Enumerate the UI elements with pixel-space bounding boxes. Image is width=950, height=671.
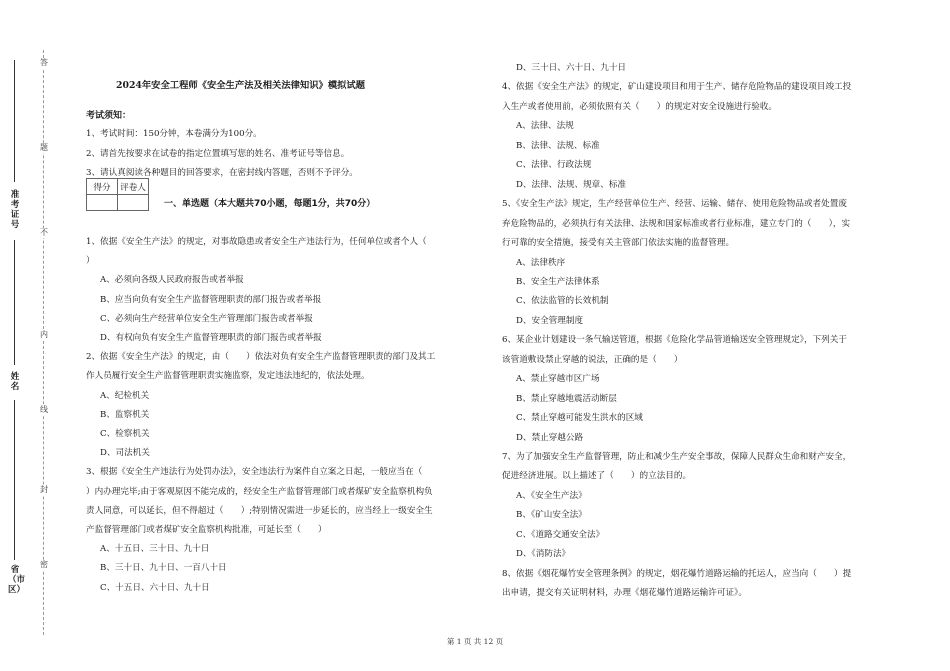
grader-cell <box>118 195 149 211</box>
question-text: 该管道敷设禁止穿越的说法，正确的是（ ） <box>502 354 683 365</box>
binding-word: 内 <box>40 330 48 339</box>
answer-option: D、有权向负有安全生产监督管理职责的部门报告或者举报 <box>100 333 322 343</box>
answer-option: C、《道路交通安全法》 <box>516 529 605 540</box>
notice-heading: 考试须知： <box>86 111 132 121</box>
answer-option: D、《消防法》 <box>516 549 571 560</box>
answer-option: C、禁止穿越可能发生洪水的区域 <box>516 413 643 424</box>
answer-option: A、必须向各级人民政府报告或者举报 <box>100 275 244 286</box>
answer-option: C、依法监管的长效机制 <box>516 296 609 307</box>
answer-option: B、法律、法规、标准 <box>516 140 600 151</box>
question-text: 产监督管理部门或者煤矿安全监察机构批准，可延长至（ ） <box>86 525 327 535</box>
binding-word: 答 <box>40 58 48 67</box>
question-text: 6、某企业计划建设一条气输送管道，根据《危险化学品管道输送安全管理规定》，下列关于 <box>502 335 847 346</box>
question-text: 出申请，提交有关证明材料，办理《烟花爆竹道路运输许可证》。 <box>502 588 747 599</box>
question-text: 作人员履行安全生产监督管理职责实施监察，发定违法违纪的，依法处理。 <box>86 371 370 382</box>
answer-option: B、监察机关 <box>100 409 150 420</box>
answer-option: A、十五日、三十日、九十日 <box>100 544 210 555</box>
section-title: 一、单选题（本大题共70小题，每题1分，共70分） <box>164 199 376 209</box>
question-text: 7、为了加强安全生产监督管理，防止和减少生产安全事故，保障人民群众生命和财产安全， <box>502 452 852 462</box>
question-text: 促进经济进展。以上描述了（ ）的立法目的。 <box>502 471 692 482</box>
answer-option: D、安全管理制度 <box>516 315 584 326</box>
question-text: 3、根据《安全生产违法行为处罚办法》，安全违法行为案件自立案之日起，一般应当在（ <box>86 467 423 478</box>
answer-option: D、法律、法规、规章、标准 <box>516 179 627 190</box>
answer-option: A、法律、法规 <box>516 121 574 132</box>
notice-item: 2、请首先按要求在试卷的指定位置填写您的姓名、准考证号等信息。 <box>86 149 350 159</box>
exam-no-label: 准考证号 <box>10 190 20 230</box>
binding-word: 题 <box>40 143 48 152</box>
name-label: 姓名 <box>10 372 20 392</box>
answer-option: A、《安全生产法》 <box>516 490 587 501</box>
answer-option: B、禁止穿越地震活动断层 <box>516 393 617 404</box>
page-footer: 第 1 页 共 12 页 <box>446 637 504 646</box>
answer-option: A、纪检机关 <box>100 390 150 401</box>
question-text: ） <box>86 256 95 267</box>
binding-word: 线 <box>40 405 48 414</box>
binding-margin <box>0 0 70 671</box>
answer-option: B、应当向负有安全生产监督管理职责的部门报告或者举报 <box>100 294 322 305</box>
answer-option: C、法律、行政法规 <box>516 160 592 171</box>
question-text: 8、依据《烟花爆竹安全管理条例》的规定，烟花爆竹道路运输的托运人，应当向（ ）提 <box>502 568 852 579</box>
notice-item: 3、请认真阅读各种题目的回答要求，在密封线内答题，否则不予评分。 <box>86 168 358 178</box>
score-cell <box>87 195 118 211</box>
binding-word: 封 <box>40 485 48 494</box>
answer-option: D、司法机关 <box>100 448 150 459</box>
notice-item: 1、考试时间：150分钟，本卷满分为100分。 <box>86 129 262 139</box>
question-text: 入生产或者使用前，必须依照有关（ ）的规定对安全设施进行验收。 <box>502 101 778 112</box>
seal-dashed-line <box>43 50 44 635</box>
answer-option: D、三十日、六十日、九十日 <box>516 63 627 73</box>
score-table <box>86 178 149 211</box>
exam-title: 2024年安全工程师《安全生产法及相关法律知识》模拟试题 <box>116 80 366 91</box>
answer-option: D、禁止穿越公路 <box>516 432 584 443</box>
question-text: 1、依据《安全生产法》的规定，对事故隐患或者安全生产违法行为，任何单位或者个人（ <box>86 237 427 247</box>
question-text: 5、《安全生产法》规定，生产经营单位生产、经营、运输、储存、使用危险物品或者处置废 <box>502 199 847 210</box>
answer-option: B、安全生产法律体系 <box>516 276 600 287</box>
answer-option: C、检察机关 <box>100 429 150 439</box>
question-text: 责人同意，可以延长，但不得超过（ ）;特别情况需进一步延长的，应当经上一级安全生 <box>86 505 433 516</box>
name-fill-line <box>14 240 15 365</box>
answer-option: C、必须向生产经营单位安全生产管理部门报告或者举报 <box>100 313 313 324</box>
question-text: 2、依据《安全生产法》的规定，由（ ）依法对负有安全生产监督管理职责的部门及其工 <box>86 352 436 363</box>
score-cell-label: 得分 <box>87 179 118 195</box>
question-text: 4、依据《安全生产法》的规定，矿山建设项目和用于生产、储存危险物品的建设项目竣工投 <box>502 82 852 93</box>
question-text: 行可靠的安全措施，接受有关主管部门依法实施的监督管理。 <box>502 238 735 249</box>
answer-option: B、《矿山安全法》 <box>516 510 587 521</box>
question-text: 弃危险物品的，必须执行有关法律、法规和国家标准或者行业标准，建立专门的（ ），实 <box>502 218 851 229</box>
answer-option: C、十五日、六十日、九十日 <box>100 582 210 593</box>
province-label: 省（市区） <box>8 565 26 595</box>
question-text: ）内办理完毕;由于客观原因不能完成的，经安全生产监督管理部门或者煤矿安全监察机构负 <box>86 486 433 497</box>
answer-option: B、三十日、九十日、一百八十日 <box>100 563 227 574</box>
answer-option: A、禁止穿越市区广场 <box>516 374 600 385</box>
province-fill-line <box>14 400 15 560</box>
binding-word: 不 <box>40 228 48 237</box>
exam-no-fill-line <box>14 60 15 182</box>
grader-cell-label: 评卷人 <box>118 179 149 195</box>
binding-word: 密 <box>40 560 48 569</box>
answer-option: A、法律秩序 <box>516 257 566 268</box>
